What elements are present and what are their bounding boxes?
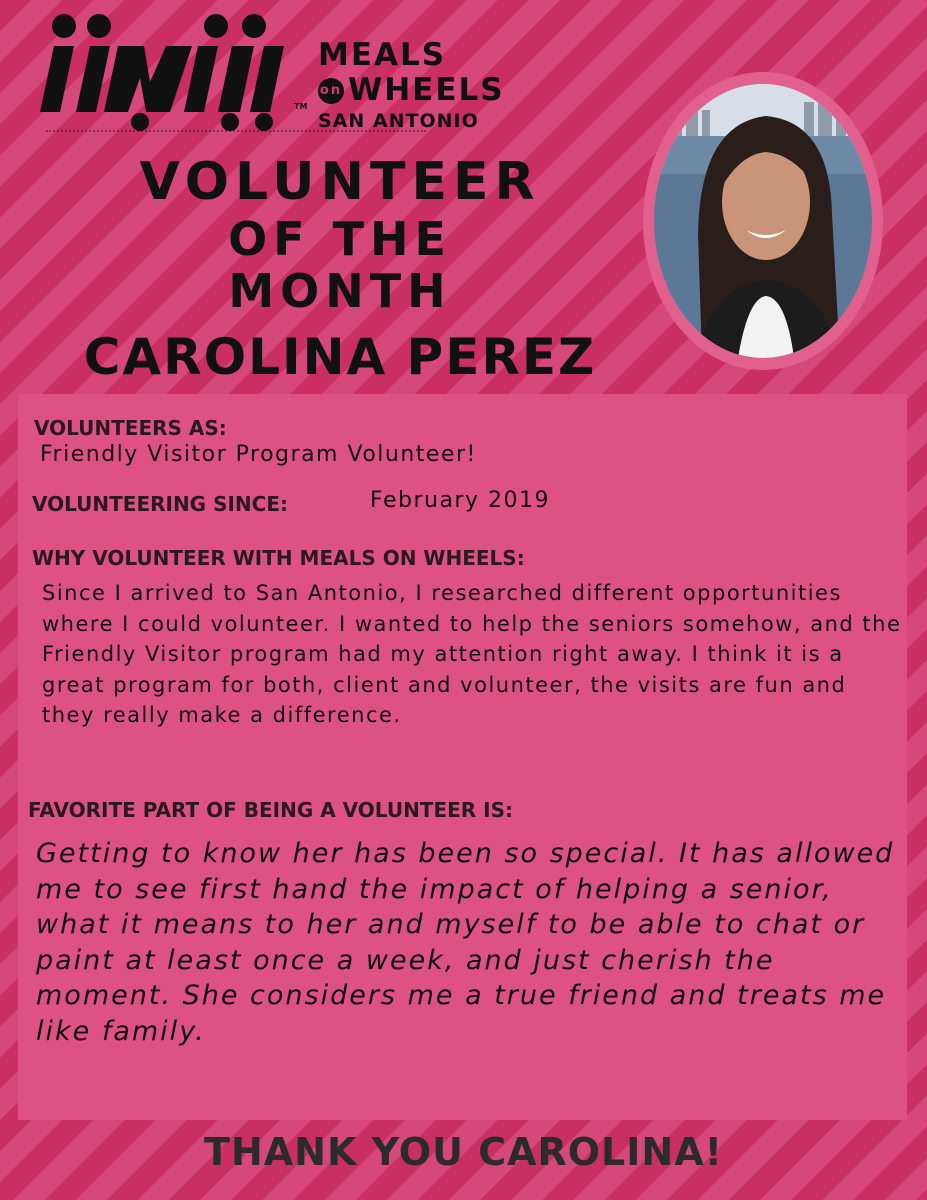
volunteering-since-value: February 2019 [370, 488, 550, 513]
title-line-1: VOLUNTEER [139, 152, 541, 212]
logo-meals-text: MEALS [318, 37, 447, 73]
logo-on-badge: on [318, 78, 344, 104]
dotted-divider [46, 130, 426, 132]
favorite-part-label: FAVORITE PART OF BEING A VOLUNTEER IS: [28, 798, 513, 822]
volunteering-since-label: VOLUNTEERING SINCE: [32, 492, 288, 516]
meals-on-wheels-logo [32, 12, 532, 132]
logo-mark-icon [32, 12, 292, 132]
logo-city-text: SAN ANTONIO [318, 110, 479, 132]
trademark-mark: TM [294, 102, 308, 111]
title-line-2: OF THE [228, 212, 452, 266]
title-line-3: MONTH [228, 264, 452, 318]
logo-wordmark [318, 37, 505, 132]
thank-you-footer: THANK YOU CAROLINA! [204, 1130, 723, 1174]
logo-wheels-row [318, 72, 505, 108]
volunteer-portrait-photo [654, 84, 872, 358]
favorite-part-quote: Getting to know her has been so special. It has allowed me to see first hand the impact of helping a senior, what it means to her and myself to be able to chat or paint at least once a week, and just cherish the moment. She considers me a true friend and treats me like family. [36, 838, 895, 1047]
volunteers-as-value: Friendly Visitor Program Volunteer! [40, 442, 477, 467]
why-volunteer-text: Since I arrived to San Antonio, I researched different opportunities where I could volunteer. I wanted to help the seniors somehow, and the Friendly Visitor program had my attention right away. I think it is a great program for both, client and volunteer, the visits are fun and they really make a difference. [42, 581, 902, 727]
volunteers-as-label: VOLUNTEERS AS: [34, 416, 227, 440]
logo-wheels-text: WHEELS [348, 72, 505, 108]
why-volunteer-label: WHY VOLUNTEER WITH MEALS ON WHEELS: [32, 546, 525, 570]
volunteer-name: CAROLINA PEREZ [83, 328, 597, 386]
